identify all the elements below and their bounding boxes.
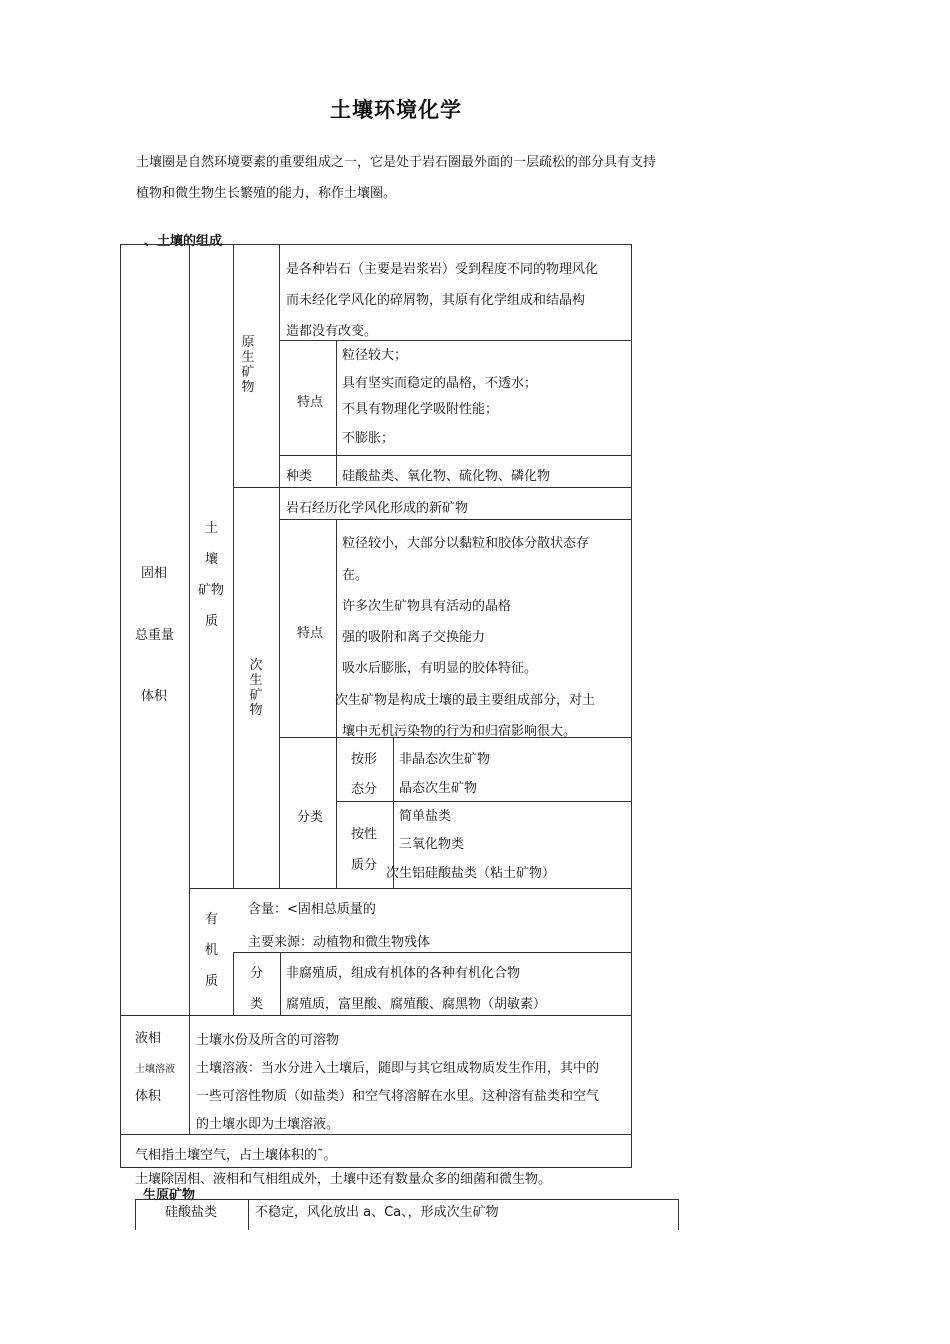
primary-feature-label: 特点 [297,395,324,410]
soil-mineral-label-4: 质 [205,614,219,629]
organic-label-1: 有 [205,912,219,927]
primary-desc-1: 是各种岩石（主要是岩浆岩）受到程度不同的物理风化 [286,262,599,277]
organic-content: 含量：<固相总质量的 [248,902,376,917]
secondary-feature-7: 壤中无机污染物的行为和归宿影响很大。 [342,724,577,739]
primary-mineral-label: 原生矿物 [241,335,255,395]
organic-class-label-1: 分 [250,966,264,981]
gas-phase-text: 气相指土壤空气，占土壤体积的˜。 [135,1148,337,1163]
liquid-volume-label: 体积 [135,1089,162,1104]
organic-class-label-2: 类 [250,997,264,1012]
intro-line-2: 植物和微生物生长繁殖的能力，称作土壤圈。 [136,186,397,201]
by-form-1: 非晶态次生矿物 [399,752,491,767]
by-form-label-2: 态分 [351,782,378,797]
secondary-feature-5: 吸水后膨胀，有明显的胶体特征。 [342,661,538,676]
secondary-feature-6: 次生矿物是构成土壤的最主要组成部分，对土 [335,693,596,708]
liquid-line-1: 土壤水份及所含的可溶物 [196,1033,340,1048]
primary-kinds: 硅酸盐类、氧化物、硫化物、磷化物 [342,469,551,484]
primary-desc-2: 而未经化学风化的碎屑物，其原有化学组成和结晶构 [286,293,586,308]
soil-mineral-label-2: 壤 [205,552,219,567]
solid-phase-weight: 总重量 [135,628,175,643]
organic-label-3: 质 [205,974,219,989]
section2-heading: 生原矿物 [143,1188,196,1203]
organic-source: 主要来源：动植物和微生物残体 [248,935,431,950]
table2-category: 硅酸盐类 [165,1205,218,1220]
primary-feature-4: 不膨胀； [342,431,395,446]
by-nature-1: 简单盐类 [399,809,452,824]
table2-description: 不稳定，风化放出 a、Ca、，形成次生矿物 [255,1205,499,1220]
by-nature-label-2: 质分 [351,858,378,873]
organic-class-2: 腐殖质，富里酸、腐殖酸、腐黑物（胡敏素） [286,997,547,1012]
solid-phase-label: 固相 [141,566,168,581]
by-nature-label-1: 按性 [351,827,378,842]
organic-class-1: 非腐殖质，组成有机体的各种有机化合物 [286,966,521,981]
intro-line-1: 土壤圈是自然环境要素的重要组成之一，它是处于岩石圈最外面的一层疏松的部分具有支持 [136,155,657,170]
secondary-feature-label: 特点 [297,626,324,641]
solid-phase-volume: 体积 [141,689,168,704]
section-heading: 、土壤的组成 [144,234,223,249]
organic-label-2: 机 [205,943,219,958]
page-title: 土壤环境化学 [330,98,462,122]
soil-mineral-label-1: 土 [205,521,219,536]
secondary-feature-3: 许多次生矿物具有活动的晶格 [342,599,512,614]
liquid-line-2: 土壤溶液：当水分进入土壤后，随即与其它组成物质发生作用，其中的 [196,1061,600,1076]
soil-solution-label: 土壤溶液 [135,1064,175,1075]
primary-desc-3: 造都没有改变。 [286,324,378,339]
by-nature-3: 次生铝硅酸盐类（粘土矿物） [386,866,556,881]
by-form-label-1: 按形 [351,752,378,767]
soil-mineral-label-3: 矿物 [198,583,225,598]
microbe-note: 土壤除固相、液相和气相组成外，土壤中还有数量众多的细菌和微生物。 [135,1172,552,1187]
liquid-phase-label: 液相 [135,1031,162,1046]
secondary-desc: 岩石经历化学风化形成的新矿物 [286,501,469,516]
primary-feature-1: 粒径较大； [342,348,408,363]
primary-feature-3: 不具有物理化学吸附性能； [342,402,499,417]
secondary-class-label: 分类 [297,810,324,825]
liquid-line-3: 一些可溶性物质（如盐类）和空气将溶解在水里。这种溶有盐类和空气 [196,1089,600,1104]
primary-feature-2: 具有坚实而稳定的晶格，不透水； [342,376,538,391]
secondary-mineral-label: 次生矿物 [249,658,263,718]
secondary-feature-4: 强的吸附和离子交换能力 [342,630,486,645]
primary-kind-label: 种类 [286,469,313,484]
secondary-feature-1: 粒径较小，大部分以黏粒和胶体分散状态存 [342,536,590,551]
by-form-2: 晶态次生矿物 [399,781,478,796]
secondary-feature-2: 在。 [342,568,369,583]
liquid-line-4: 的土壤水即为土壤溶液。 [196,1117,340,1132]
by-nature-2: 三氧化物类 [399,837,465,852]
